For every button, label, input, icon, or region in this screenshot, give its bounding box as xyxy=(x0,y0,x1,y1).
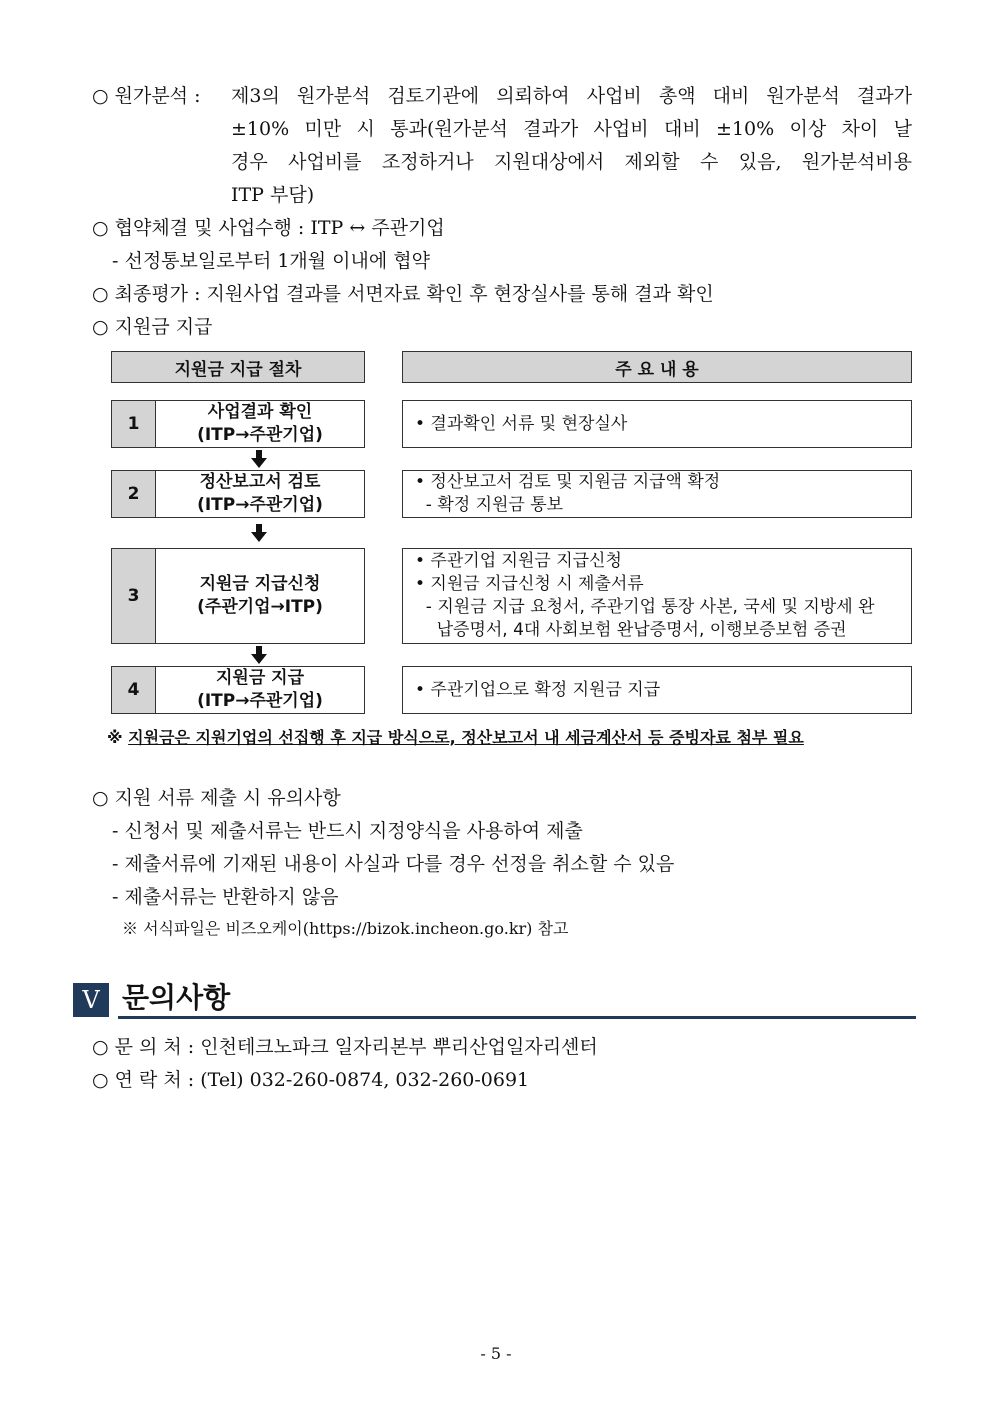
table-header-procedure: 지원금 지급 절차 xyxy=(111,351,365,383)
step-title: 지원금 지급신청 xyxy=(199,574,321,594)
agreement-title: ○ 협약체결 및 사업수행 : ITP ↔ 주관기업 xyxy=(92,217,445,239)
note-text: 지원금은 지원기업의 선집행 후 지급 방식으로, 정산보고서 내 세금계산서 등 증빙자료 첨부 필요 xyxy=(128,728,804,747)
step-desc-box xyxy=(402,470,912,518)
step-title-box xyxy=(155,400,365,448)
step-desc-line: • 주관기업으로 확정 지원금 지급 xyxy=(415,679,661,700)
step-number: 3 xyxy=(111,548,155,644)
section-divider xyxy=(118,1016,916,1019)
section-title: 문의사항 xyxy=(122,981,231,1014)
step-desc-line: • 결과확인 서류 및 현장실사 xyxy=(415,413,628,434)
down-arrow-icon xyxy=(249,523,269,543)
step-title-box xyxy=(155,666,365,714)
step-number: 4 xyxy=(111,666,155,714)
down-arrow-icon xyxy=(249,645,269,665)
note-mark: ※ xyxy=(107,728,123,747)
cost-line-4: ITP 부담) xyxy=(231,184,315,206)
step-title: 사업결과 확인 xyxy=(207,402,313,422)
cost-line-2: ±10% 미만 시 통과(원가분석 결과가 사업비 대비 ±10% 이상 차이 날 xyxy=(231,118,912,140)
step-desc-box xyxy=(402,548,912,644)
docs-item: - 제출서류에 기재된 내용이 사실과 다를 경우 선정을 취소할 수 있음 xyxy=(112,853,675,875)
step-title-box xyxy=(155,548,365,644)
payment-title: ○ 지원금 지급 xyxy=(92,316,213,338)
cost-line-3: 경우 사업비를 조정하거나 지원대상에서 제외할 수 있음, 원가분석비용 xyxy=(231,151,912,173)
step-number: 2 xyxy=(111,470,155,518)
agreement-sub: - 선정통보일로부터 1개월 이내에 협약 xyxy=(112,250,430,272)
step-desc-box xyxy=(402,400,912,448)
final-eval: ○ 최종평가 : 지원사업 결과를 서면자료 확인 후 현장실사를 통해 결과 확인 xyxy=(92,283,714,305)
cost-line-1: 제3의 원가분석 검토기관에 의뢰하여 사업비 총액 대비 원가분석 결과가 xyxy=(231,85,912,107)
docs-title: ○ 지원 서류 제출 시 유의사항 xyxy=(92,787,341,809)
step-title: 정산보고서 검토 xyxy=(199,472,321,492)
section-number-badge: V xyxy=(73,983,109,1017)
step-desc-line: - 확정 지원금 통보 xyxy=(415,495,564,515)
step-subtitle: (ITP→주관기업) xyxy=(197,425,323,445)
step-desc-line: - 지원금 지급 요청서, 주관기업 통장 사본, 국세 및 지방세 완 xyxy=(415,597,875,617)
step-title: 지원금 지급 xyxy=(215,668,305,688)
cost-label: ○ 원가분석 : xyxy=(92,85,201,107)
step-desc-line: • 주관기업 지원금 지급신청 xyxy=(415,551,622,571)
step-desc-line: • 지원금 지급신청 시 제출서류 xyxy=(415,574,644,594)
contact-tel: ○ 연 락 처 : (Tel) 032-260-0874, 032-260-0691 xyxy=(92,1069,530,1091)
step-subtitle: (ITP→주관기업) xyxy=(197,495,323,515)
step-title-box xyxy=(155,470,365,518)
step-desc-line: 납증명서, 4대 사회보험 완납증명서, 이행보증보험 증권 xyxy=(415,620,847,640)
down-arrow-icon xyxy=(249,449,269,469)
docs-item: - 신청서 및 제출서류는 반드시 지정양식을 사용하여 제출 xyxy=(112,820,583,842)
step-desc-line: • 정산보고서 검토 및 지원금 지급액 확정 xyxy=(415,472,721,492)
page-number: - 5 - xyxy=(480,1344,512,1363)
table-header-content: 주 요 내 용 xyxy=(402,351,912,383)
payment-note xyxy=(107,727,804,749)
docs-item: - 제출서류는 반환하지 않음 xyxy=(112,886,339,908)
docs-reference: ※ 서식파일은 비즈오케이(https://bizok.incheon.go.kr) 참고 xyxy=(122,919,569,938)
step-subtitle: (주관기업→ITP) xyxy=(197,597,323,617)
step-desc-box xyxy=(402,666,912,714)
contact-org: ○ 문 의 처 : 인천테크노파크 일자리본부 뿌리산업일자리센터 xyxy=(92,1036,598,1058)
step-number: 1 xyxy=(111,400,155,448)
step-subtitle: (ITP→주관기업) xyxy=(197,691,323,711)
